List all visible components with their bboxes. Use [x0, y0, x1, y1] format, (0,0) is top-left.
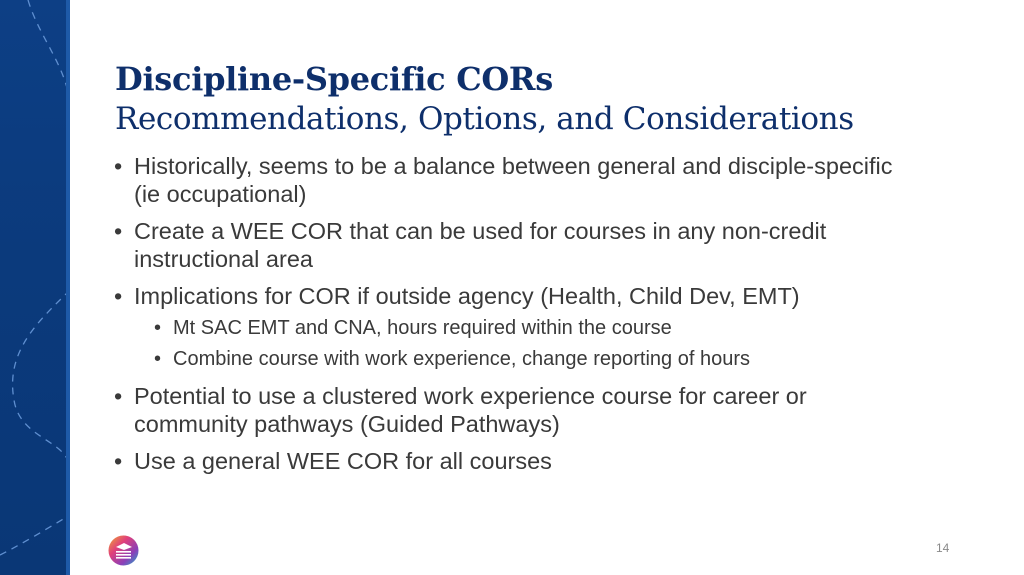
bullet-item — [114, 447, 904, 475]
bullet-text: Potential to use a clustered work experience course for career or community pathways (Guided Pathways) — [134, 383, 807, 437]
page-number: 14 — [936, 541, 950, 555]
bullet-item — [114, 382, 904, 438]
bullet-item — [114, 217, 904, 273]
slide-subtitle: Recommendations, Options, and Considerations — [115, 101, 854, 137]
sub-bullet-item: • Combine course with work experience, change reporting of hours — [154, 344, 904, 375]
college-logo-icon — [108, 535, 139, 566]
bullet-item — [114, 282, 904, 375]
slide-title: Discipline-Specific CORs — [115, 60, 553, 98]
bullet-text: Implications for COR if outside agency (Health, Child Dev, EMT) — [134, 283, 800, 309]
bullet-text: Use a general WEE COR for all courses — [134, 448, 552, 474]
sub-bullet-list — [134, 313, 904, 375]
bullet-item — [114, 152, 904, 208]
bullet-text: Historically, seems to be a balance between general and disciple-specific (ie occupational) — [134, 153, 893, 207]
bullet-list — [114, 152, 904, 484]
bullet-text: Create a WEE COR that can be used for courses in any non-credit instructional area — [134, 218, 827, 272]
sub-bullet-item: • Mt SAC EMT and CNA, hours required within the course — [154, 313, 904, 344]
